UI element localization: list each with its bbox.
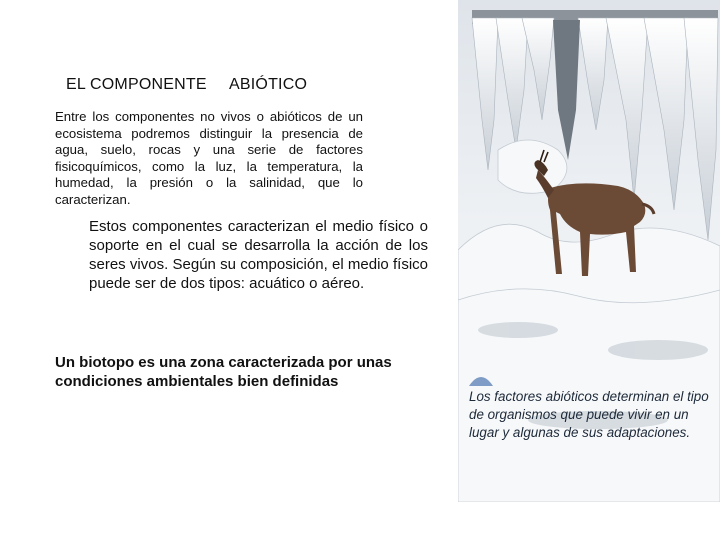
physical-medium-paragraph: Estos componentes caracterizan el medio físico o soporte en el cual se desarrolla la acción de los seres vivos. Según su composición, el medio físico puede ser de dos tipos: acuático o aéreo. (89, 218, 428, 292)
title-part-abiotic: ABIÓTICO (229, 76, 308, 93)
page-title (66, 76, 307, 94)
biotope-definition: Un biotopo es una zona caracterizada por unas condiciones ambientales bien definidas (55, 354, 392, 390)
photo-caption: Los factores abióticos determinan el tipo de organismos que puede vivir en un lugar y algunas de sus adaptaciones. (469, 389, 709, 440)
title-part-component: EL COMPONENTE (66, 76, 207, 93)
caption-bullet-icon (468, 372, 494, 386)
intro-paragraph: Entre los componentes no vivos o abióticos de un ecosistema podremos distinguir la presencia de agua, suelo, rocas y una serie de factores fisicoquímicos, como la luz, la temperatura, la humedad, la presión o la salinidad, que lo caracterizan. (55, 109, 363, 207)
